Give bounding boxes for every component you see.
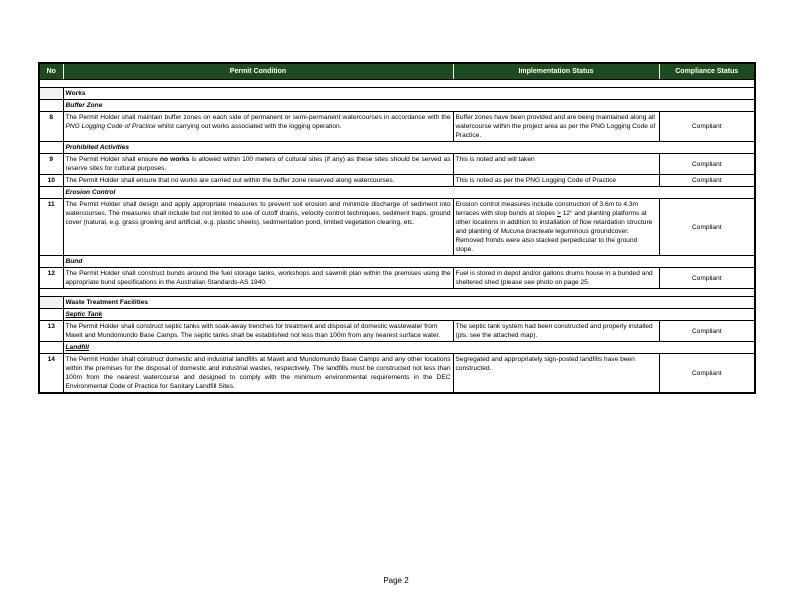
table-row (39, 354, 755, 394)
permit-condition-cell: The Permit Holder shall design and apply appropriate measures to prevent soil erosion and minimize discharge of sediment into watercourses. The measures shall include but not limited to use of cutoff drains, velocity control techniques, sediment traps, ground cover (natural, e.g. grass growing and artificial, e.g. plastic sheets), sedimentation pond, limited vegetation clearing, etc. (63, 199, 453, 256)
implementation-status-cell: Erosion control measures include construction of 3.6m to 4.3m terraces with stop bunds at slopes > 12° and planting platforms at other locations in addition to installation of flow retardation structure and planting of Mucuna bracteate leguminous groundcover. Removed fronds were also stacked perpedicular to the ground slope. (453, 199, 659, 256)
implementation-status-cell: Fuel is stored in depot and/or gallons drums house in a bunded and sheltered shed (please see photo on page 25. (453, 268, 659, 289)
row-number: 12 (39, 268, 63, 289)
section-row-waste-treatment (39, 297, 755, 309)
row-number: 11 (39, 199, 63, 256)
subsection-title-erosion-control: Erosion Control (63, 187, 755, 199)
subsection-title-buffer-zone: Buffer Zone (63, 100, 755, 112)
header-compliance-status: Compliance Status (659, 63, 755, 80)
header-implementation-status: Implementation Status (453, 63, 659, 80)
permit-condition-cell: The Permit Holder shall ensure no works is allowed within 100 meters of cultural sites (if any) as these sites should be served as reserve sites for cultural purposes. (63, 154, 453, 175)
permit-condition-cell: The Permit Holder shall construct domestic and industrial landfills at Mawit and Mundomundo Base Camps and any other locations within the premises for the disposal of domestic and industrial wastes, respectively. The landfills must be constructed not less than 100m from the nearest watercourse and designed to comply with the minimum environmental requirements in the DEC Environmental Code of Practice for Sanitary Landfill Sites. (63, 354, 453, 394)
subsection-title-landfill: Landfill (63, 342, 755, 354)
implementation-status-cell: The septic tank system had been constructed and properly installed (pls. see the attached map). (453, 321, 659, 342)
table-row (39, 268, 755, 289)
permit-condition-cell: The Permit Holder shall construct septic tanks with soak-away trenches for treatment and disposal of domestic wastewater from Mawit and Mundomundo Base Camps. The septic tanks shall be established not less than 100m from any nearest surface water. (63, 321, 453, 342)
table-row (39, 199, 755, 256)
subsection-title-bund: Bund (63, 256, 755, 268)
table-header-row (39, 63, 755, 80)
page-number: Page 2 (383, 576, 409, 585)
header-no: No (39, 63, 63, 80)
implementation-status-cell: This is noted and will taken (453, 154, 659, 175)
subsection-row-bund (39, 256, 755, 268)
compliance-status-cell: Compliant (659, 199, 755, 256)
row-number: 13 (39, 321, 63, 342)
implementation-status-cell: Segregated and appropriately sign-posted landfills have been constructed. (453, 354, 659, 394)
compliance-status-cell: Compliant (659, 321, 755, 342)
subsection-row-prohibited-activities (39, 142, 755, 154)
implementation-status-cell: Buffer zones have been provided and are being maintained along all watercourse within the project area as per the PNG Logging Code of Practice. (453, 112, 659, 142)
table-row (39, 154, 755, 175)
compliance-status-cell: Compliant (659, 154, 755, 175)
table-row (39, 321, 755, 342)
subsection-row-septic-tank (39, 309, 755, 321)
permit-condition-cell: The Permit Holder shall construct bunds around the fuel storage tanks, workshops and sawmill plan within the premises using the appropriate bund specifications in the Australian Standards-AS 1940. (63, 268, 453, 289)
section-title-works: Works (63, 88, 755, 100)
section-row-works (39, 88, 755, 100)
row-number: 10 (39, 175, 63, 187)
row-number: 9 (39, 154, 63, 175)
table-row (39, 112, 755, 142)
permit-condition-cell: The Permit Holder shall ensure that no works are carried out within the buffer zone reserved along watercourses. (63, 175, 453, 187)
subsection-row-buffer-zone (39, 100, 755, 112)
subsection-title-septic-tank: Septic Tank (63, 309, 755, 321)
compliance-status-cell: Compliant (659, 112, 755, 142)
row-number: 8 (39, 112, 63, 142)
permit-conditions-table (38, 62, 756, 394)
row-number: 14 (39, 354, 63, 394)
subsection-row-landfill (39, 342, 755, 354)
header-permit-condition: Permit Condition (63, 63, 453, 80)
compliance-status-cell: Compliant (659, 268, 755, 289)
table-row (39, 175, 755, 187)
section-title-waste-treatment: Waste Treatment Facilities (63, 297, 755, 309)
implementation-status-cell: This is noted as per the PNG Logging Code of Practice (453, 175, 659, 187)
subsection-row-erosion-control (39, 187, 755, 199)
permit-condition-cell: The Permit Holder shall maintain buffer zones on each side of permanent or semi-permanent watercourses in accordance with the PNG Logging Code of Practice whilst carrying out works associated with the logging operation. (63, 112, 453, 142)
subsection-title-prohibited-activities: Prohibited Activities (63, 142, 755, 154)
compliance-status-cell: Compliant (659, 175, 755, 187)
compliance-status-cell: Compliant (659, 354, 755, 394)
